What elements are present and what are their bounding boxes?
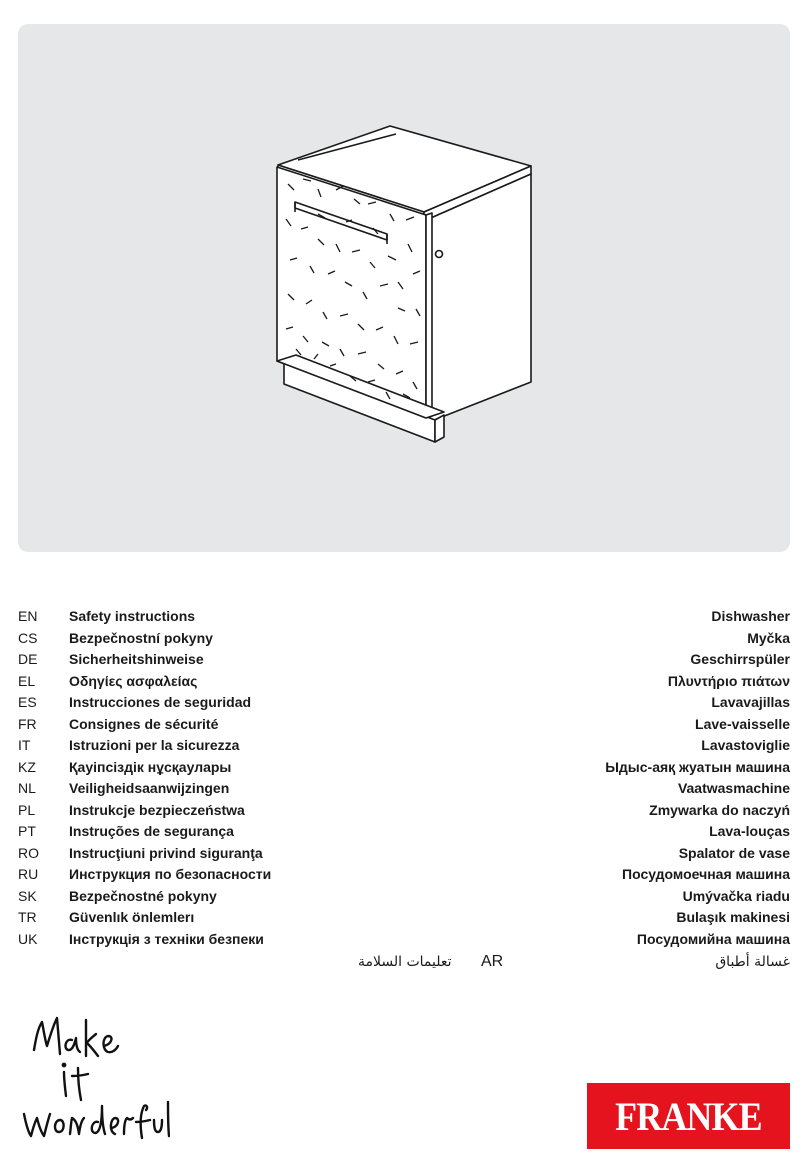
- product-name: Lavastoviglie: [701, 737, 790, 753]
- language-code: RU: [18, 866, 39, 882]
- product-name: Spalator de vase: [678, 844, 790, 861]
- safety-title: Bezpečnostní pokyny: [69, 629, 213, 646]
- brand-name: FRANKE: [615, 1093, 762, 1139]
- language-list: [18, 606, 790, 973]
- language-code: UK: [18, 930, 38, 947]
- language-row-el: [18, 671, 790, 693]
- language-row-es: [18, 692, 790, 714]
- language-row-ro: [18, 843, 790, 865]
- control-knob: [436, 251, 443, 258]
- safety-title: Veiligheidsaanwijzingen: [69, 780, 230, 796]
- language-code: KZ: [18, 758, 36, 775]
- safety-title: Instrucciones de seguridad: [69, 694, 252, 710]
- make-it-wonderful-slogan: [20, 1010, 170, 1155]
- safety-title: Қауіпсіздік нұсқаулары: [69, 758, 232, 775]
- product-name: Посудомоечная машина: [622, 866, 790, 882]
- product-name: Lave-vaisselle: [695, 715, 790, 732]
- language-code: NL: [18, 780, 36, 796]
- language-code: IT: [18, 737, 31, 753]
- safety-title: Інструкція з техніки безпеки: [69, 930, 264, 947]
- safety-title: Sicherheitshinweise: [69, 651, 204, 667]
- language-code: DE: [18, 651, 38, 667]
- language-code: EN: [18, 608, 38, 624]
- language-code: RO: [18, 844, 39, 861]
- product-name: Vaatwasmachine: [677, 780, 790, 796]
- dishwasher-illustration: [18, 24, 790, 552]
- product-name: Bulaşık makinesi: [676, 909, 790, 925]
- language-row-cs: [18, 628, 790, 650]
- safety-title: Instruções de segurança: [69, 823, 234, 839]
- language-row-pl: [18, 800, 790, 822]
- plinth-side: [435, 415, 444, 442]
- language-row-en: [18, 606, 790, 628]
- language-row-sk: [18, 886, 790, 908]
- product-name: Dishwasher: [711, 608, 790, 624]
- product-name: Lavavajillas: [711, 694, 790, 710]
- product-name: Geschirrspüler: [690, 651, 790, 667]
- safety-title-arabic: تعليمات السلامة: [358, 954, 452, 970]
- language-row-ru: [18, 864, 790, 886]
- language-code: EL: [18, 672, 36, 689]
- product-name: Zmywarka do naczyń: [649, 801, 790, 818]
- safety-title: Istruzioni per la sicurezza: [69, 737, 240, 753]
- safety-title: Güvenlık önlemlerı: [69, 909, 195, 925]
- product-name: Посудомийна машина: [636, 930, 790, 947]
- franke-logo: [587, 1083, 790, 1149]
- language-row-fr: [18, 714, 790, 736]
- product-name: Πλυντήριο πιάτων: [667, 672, 790, 689]
- language-code-arabic: AR: [481, 953, 504, 970]
- safety-title: Οδηγίες ασφαλείας: [69, 672, 198, 689]
- safety-title: Bezpečnostné pokyny: [69, 887, 217, 904]
- product-name: Umývačka riadu: [682, 887, 790, 904]
- language-code: TR: [18, 909, 37, 925]
- handwritten-slogan-graphic: [20, 1010, 170, 1150]
- language-code: PL: [18, 801, 36, 818]
- language-code: FR: [18, 715, 37, 732]
- safety-title: Safety instructions: [69, 608, 196, 624]
- language-row-de: [18, 649, 790, 671]
- safety-title: Instrucţiuni privind siguranţa: [69, 844, 263, 861]
- safety-title: Consignes de sécurité: [69, 715, 219, 732]
- language-code: CS: [18, 629, 38, 646]
- language-code: PT: [18, 823, 36, 839]
- language-row-pt: [18, 821, 790, 843]
- product-name: Ыдыс-аяқ жуатын машина: [605, 758, 790, 775]
- language-row-kz: [18, 757, 790, 779]
- language-code: ES: [18, 694, 37, 710]
- safety-title: Инструкция по безопасности: [69, 866, 272, 882]
- language-row-nl: [18, 778, 790, 800]
- door-edge: [426, 213, 432, 418]
- language-code: SK: [18, 887, 37, 904]
- safety-title: Instrukcje bezpieczeństwa: [69, 801, 245, 818]
- language-row-ar: [18, 951, 790, 973]
- language-row-it: [18, 735, 790, 757]
- product-name: Lava-louças: [709, 823, 790, 839]
- product-name: Myčka: [747, 629, 790, 646]
- product-name-arabic: غسالة أطباق: [715, 954, 790, 970]
- cover-illustration-panel: [18, 24, 790, 552]
- language-row-uk: [18, 929, 790, 951]
- language-row-tr: [18, 907, 790, 929]
